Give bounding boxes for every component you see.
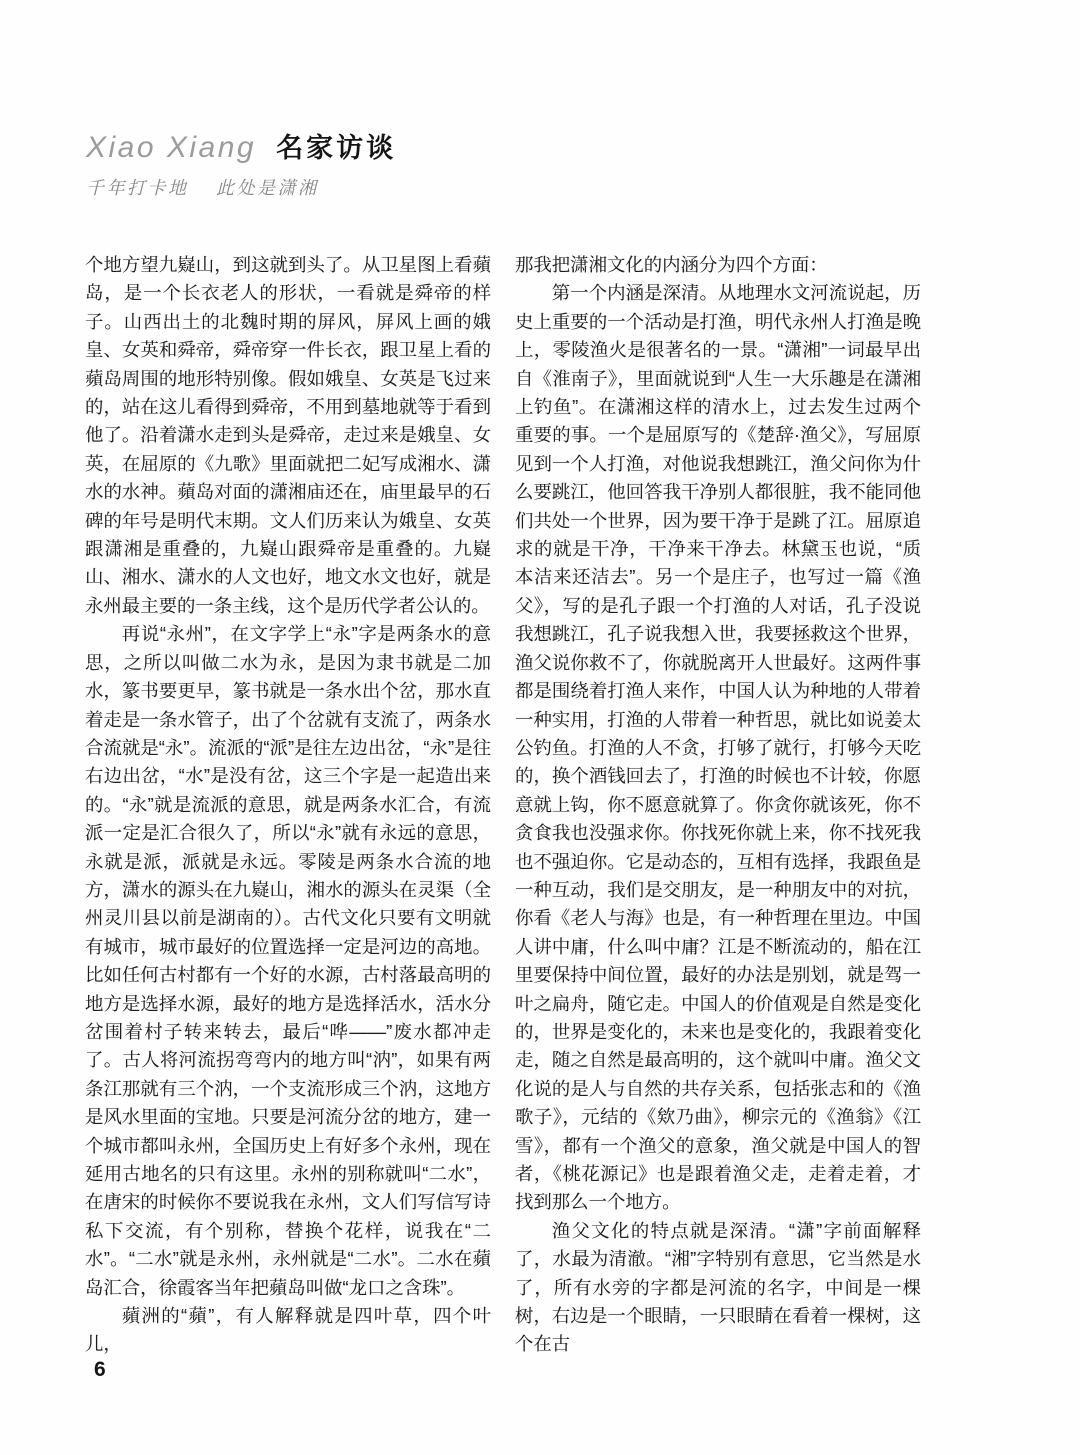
paragraph: 第一个内涵是深清。从地理水文河流说起，历史上重要的一个活动是打渔，明代永州人打渔是晚上，零陵渔火是很著名的一景。“潇湘”一词最早出自《淮南子》，里面就说到“人生一大乐趣是在潇湘上钓鱼”。在潇湘这样的清水上，过去发生过两个重要的事。一个是屈原写的《楚辞·渔父》，写屈原见到一个人打渔，对他说我想跳江，渔父问你为什么要跳江，他回答我干净别人都很脏，我不能同他们共处一个世界，因为要干净于是跳了江。屈原追求的就是干净，干净来干净去。林黛玉也说，“质本洁来还洁去”。另一个是庄子，也写过一篇《渔父》，写的是孔子跟一个打渔的人对话，孔子没说我想跳江，孔子说我想入世，我要拯救这个世界，渔父说你救不了，你就脱离开人世最好。这两件事都是围绕着打渔人来作，中国人认为种地的人带着一种实用，打渔的人带着一种哲思，就比如说姜太公钓鱼。打渔的人不贪，打够了就行，打够今天吃的，换个酒钱回去了，打渔的时候也不计较，你愿意就上钩，你不愿意就算了。你贪你就该死，你不贪食我也没强求你。你找死你就上来，你不找死我也不强迫你。它是动态的，互相有选择，我跟鱼是一种互动，我们是交朋友，是一种朋友中的对抗，你看《老人与海》也是，有一种哲理在里边。中国人讲中庸，什么叫中庸？江是不断流动的，船在江里要保持中间位置，最好的办法是别划，就是驾一叶之扁舟，随它走。中国人的价值观是自然是变化的，世界是变化的，未来也是变化的，我跟着变化走，随之自然是最高明的，这个就叫中庸。渔父文化说的是人与自然的共存关系，包括张志和的《渔歌子》，元结的《欸乃曲》，柳宗元的《渔翁》《江雪》，都有一个渔父的意象，渔父就是中国人的智者，《桃花源记》也是跟着渔父走，走着走着，才找到那么一个地方。 (515, 282, 921, 1213)
magazine-brand: Xiao Xiang (86, 131, 257, 164)
paragraph: 渔父文化的特点就是深清。“潇”字前面解释了，水最为清澈。“湘”字特别有意思，它当然是水了，所有水旁的字都是河流的名字，中间是一棵树，右边是一个眼睛，一只眼睛在看着一棵树，这个在古 (515, 1219, 921, 1355)
header-brand-row (86, 126, 396, 165)
paragraph: 再说“永州”，在文字学上“永”字是两条水的意思，之所以叫做二水为永，是因为隶书就是二加水，篆书要更早，篆书就是一条水出个岔，那水直着走是一条水管子，出了个岔就有支流了，两条水合流就是“永”。流派的“派”是往左边出岔，“永”是往右边出岔，“水”是没有岔，这三个字是一起造出来的。“永”就是流派的意思，就是两条水汇合，有流派一定是汇合很久了，所以“永”就有永远的意思，永就是派，派就是永远。零陵是两条水合流的地方，潇水的源头在九嶷山，湘水的源头在灵渠（全州灵川县以前是湖南的）。古代文化只要有文明就有城市，城市最好的位置选择一定是河边的高地。比如任何古村都有一个好的水源，古村落最高明的地方是选择水源，最好的地方是选择活水，活水分岔围着村子转来转去，最后“哗——”废水都冲走了。古人将河流拐弯弯内的地方叫“汭”，如果有两条江那就有三个汭，一个支流形成三个汭，这地方是风水里面的宝地。只要是河流分岔的地方，建一个城市都叫永州，全国历史上有好多个永州，现在延用古地名的只有这里。永州的别称就叫“二水”，在唐宋的时候你不要说我在永州，文人们写信写诗私下交流，有个别称，替换个花样，说我在“二水”。“二水”就是永州，永州就是“二水”。二水在蘋岛汇合，徐霞客当年把蘋岛叫做“龙口之含珠”。 (85, 623, 491, 1298)
page-number: 6 (94, 1358, 106, 1381)
article-column-left (85, 251, 491, 1359)
page-header (86, 126, 396, 200)
paragraph-continuation: 那我把潇湘文化的内涵分为四个方面： (515, 254, 828, 275)
paragraph-continuation: 个地方望九嶷山，到这就到头了。从卫星图上看蘋岛，是一个长衣老人的形状，一看就是舜帝的样子。山西出土的北魏时期的屏风，屏风上画的娥皇、女英和舜帝，舜帝穿一件长衣，跟卫星上看的蘋岛周围的地形特别像。假如娥皇、女英是飞过来的，站在这儿看得到舜帝，不用到墓地就等于看到他了。沿着潇水走到头是舜帝，走过来是娥皇、女英，在屈原的《九歌》里面就把二妃写成湘水、潇水的水神。蘋岛对面的潇湘庙还在，庙里最早的石碑的年号是明代末期。文人们历来认为娥皇、女英跟潇湘是重叠的，九嶷山跟舜帝是重叠的。九嶷山、湘水、潇水的人文也好，地文水文也好，就是永州最主要的一条主线，这个是历代学者公认的。 (85, 254, 491, 616)
article-column-right (515, 251, 921, 1359)
paragraph: 蘋洲的“蘋”，有人解释就是四叶草，四个叶儿， (85, 1305, 491, 1355)
tagline: 千年打卡地 此处是潇湘 (86, 178, 319, 198)
section-title: 名家访谈 (276, 133, 397, 163)
